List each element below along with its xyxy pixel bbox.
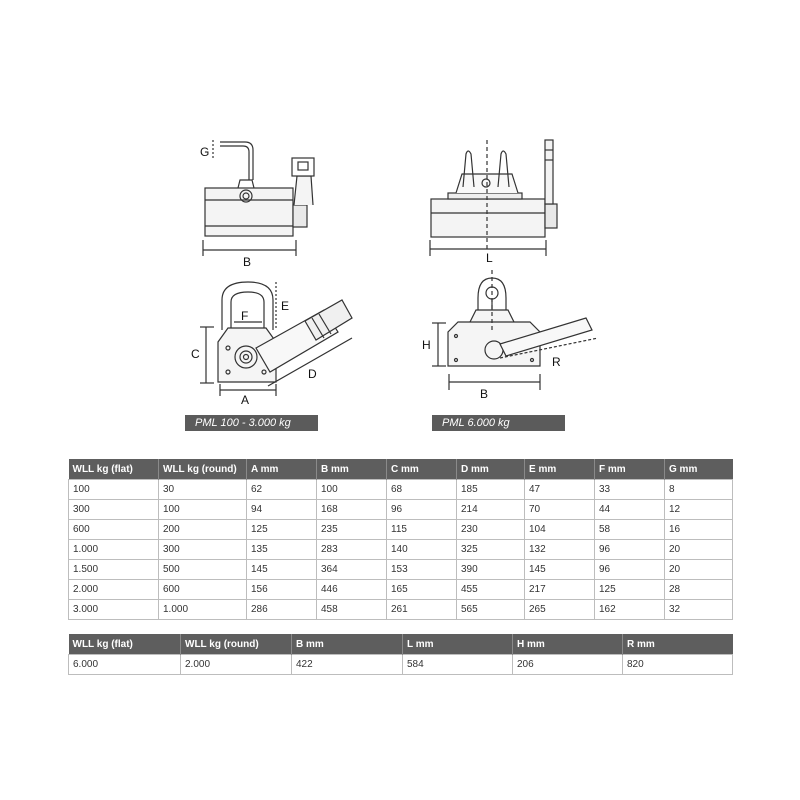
- table-cell: 62: [247, 480, 317, 500]
- table-cell: 145: [247, 560, 317, 580]
- table-cell: 58: [595, 520, 665, 540]
- dim-label-h: H: [422, 338, 431, 352]
- column-header: L mm: [403, 634, 513, 655]
- column-header: E mm: [525, 459, 595, 480]
- table-cell: 16: [665, 520, 733, 540]
- column-header: H mm: [513, 634, 623, 655]
- table-cell: 261: [387, 600, 457, 620]
- table-cell: 156: [247, 580, 317, 600]
- table-cell: 2.000: [181, 655, 292, 675]
- table-cell: 100: [159, 500, 247, 520]
- table-cell: 162: [595, 600, 665, 620]
- dim-label-b-top: B: [243, 255, 252, 269]
- column-header: C mm: [387, 459, 457, 480]
- table-cell: 1.500: [69, 560, 159, 580]
- table-cell: 44: [595, 500, 665, 520]
- table-cell: 325: [457, 540, 525, 560]
- column-header: WLL kg (round): [181, 634, 292, 655]
- table-row: [69, 580, 733, 600]
- table-cell: 214: [457, 500, 525, 520]
- table-cell: 125: [247, 520, 317, 540]
- table-cell: 230: [457, 520, 525, 540]
- table-cell: 20: [665, 540, 733, 560]
- table-cell: 6.000: [69, 655, 181, 675]
- dim-label-d: D: [308, 367, 317, 381]
- table-cell: 390: [457, 560, 525, 580]
- table-row: [69, 520, 733, 540]
- table-cell: 2.000: [69, 580, 159, 600]
- table-cell: 3.000: [69, 600, 159, 620]
- table-cell: 104: [525, 520, 595, 540]
- table-cell: 185: [457, 480, 525, 500]
- column-header: WLL kg (flat): [69, 459, 159, 480]
- column-header: F mm: [595, 459, 665, 480]
- drawing-front-view-large: [432, 270, 598, 390]
- table-cell: 140: [387, 540, 457, 560]
- drawing-front-view-small: [200, 282, 352, 396]
- spec-table-pml-100-3000: [68, 459, 733, 620]
- table-cell: 217: [525, 580, 595, 600]
- table-cell: 600: [159, 580, 247, 600]
- table-cell: 70: [525, 500, 595, 520]
- table-cell: 168: [317, 500, 387, 520]
- table-row: [69, 600, 733, 620]
- table-cell: 33: [595, 480, 665, 500]
- table-cell: 94: [247, 500, 317, 520]
- table-cell: 422: [292, 655, 403, 675]
- dim-label-g: G: [200, 145, 210, 159]
- table-cell: 300: [69, 500, 159, 520]
- column-header: R mm: [623, 634, 733, 655]
- table-row: [69, 500, 733, 520]
- table-cell: 12: [665, 500, 733, 520]
- table-cell: 283: [317, 540, 387, 560]
- table-cell: 200: [159, 520, 247, 540]
- table-cell: 300: [159, 540, 247, 560]
- table-cell: 96: [595, 560, 665, 580]
- table-cell: 100: [69, 480, 159, 500]
- table-cell: 820: [623, 655, 733, 675]
- table-row: [69, 480, 733, 500]
- column-header: WLL kg (round): [159, 459, 247, 480]
- table-cell: 135: [247, 540, 317, 560]
- table-cell: 584: [403, 655, 513, 675]
- drawing-side-view-small: [203, 140, 314, 256]
- table-cell: 265: [525, 600, 595, 620]
- table-cell: 364: [317, 560, 387, 580]
- table-cell: 100: [317, 480, 387, 500]
- table-cell: 132: [525, 540, 595, 560]
- table-cell: 235: [317, 520, 387, 540]
- table-cell: 145: [525, 560, 595, 580]
- column-header: B mm: [292, 634, 403, 655]
- table-cell: 28: [665, 580, 733, 600]
- table-cell: 458: [317, 600, 387, 620]
- column-header: G mm: [665, 459, 733, 480]
- column-header: B mm: [317, 459, 387, 480]
- table-cell: 96: [595, 540, 665, 560]
- table-cell: 30: [159, 480, 247, 500]
- table-cell: 125: [595, 580, 665, 600]
- table-row: [69, 540, 733, 560]
- table-cell: 600: [69, 520, 159, 540]
- table-cell: 286: [247, 600, 317, 620]
- dim-label-r: R: [552, 355, 561, 369]
- table-cell: 32: [665, 600, 733, 620]
- table-row: [69, 655, 733, 675]
- dim-label-a: A: [241, 393, 250, 407]
- table-cell: 8: [665, 480, 733, 500]
- table-cell: 68: [387, 480, 457, 500]
- table-cell: 47: [525, 480, 595, 500]
- column-header: D mm: [457, 459, 525, 480]
- table-row: [69, 560, 733, 580]
- dim-label-e: E: [281, 299, 290, 313]
- table-cell: 165: [387, 580, 457, 600]
- table-cell: 206: [513, 655, 623, 675]
- drawing-side-view-large: [430, 140, 557, 256]
- table-cell: 1.000: [69, 540, 159, 560]
- table-cell: 20: [665, 560, 733, 580]
- dim-label-f: F: [241, 309, 249, 323]
- table-cell: 96: [387, 500, 457, 520]
- spec-table-pml-6000: [68, 634, 733, 675]
- table-cell: 455: [457, 580, 525, 600]
- model-label-pml-100-3000: PML 100 - 3.000 kg: [185, 415, 318, 431]
- table-cell: 1.000: [159, 600, 247, 620]
- table-cell: 565: [457, 600, 525, 620]
- table-cell: 500: [159, 560, 247, 580]
- dim-label-l: L: [486, 251, 493, 265]
- table-cell: 115: [387, 520, 457, 540]
- model-label-pml-6000: PML 6.000 kg: [432, 415, 565, 431]
- table-header-row: [69, 459, 733, 480]
- column-header: A mm: [247, 459, 317, 480]
- column-header: WLL kg (flat): [69, 634, 181, 655]
- table-cell: 153: [387, 560, 457, 580]
- table-cell: 446: [317, 580, 387, 600]
- table-header-row: [69, 634, 733, 655]
- dim-label-c: C: [191, 347, 200, 361]
- dim-label-b-right: B: [480, 387, 489, 401]
